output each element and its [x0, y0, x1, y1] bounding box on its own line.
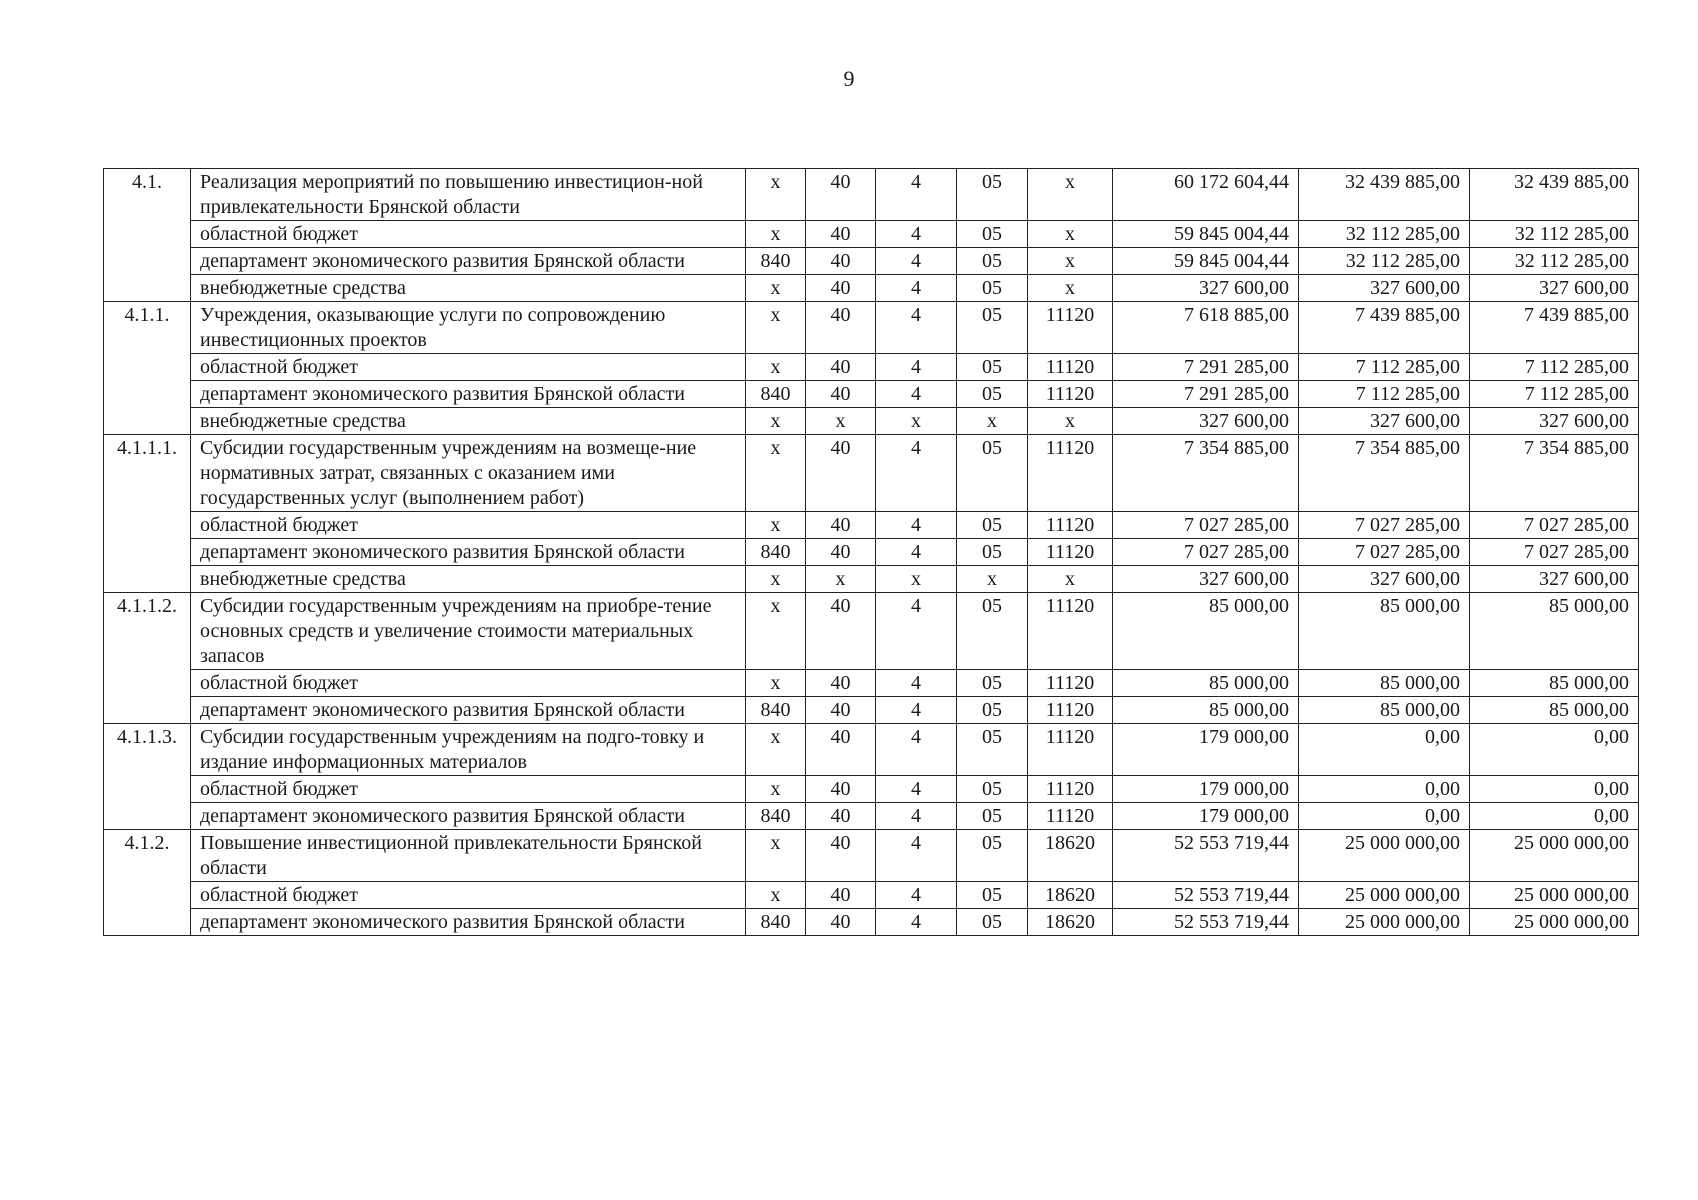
item-name: Учреждения, оказывающие услуги по сопровождению инвестиционных проектов: [191, 302, 746, 354]
code-grbs: х: [746, 221, 806, 248]
code-program: 40: [806, 909, 876, 936]
code-main-event: х: [957, 408, 1028, 435]
item-name: Субсидии государственным учреждениям на подго-товку и издание информационных материалов: [191, 724, 746, 776]
budget-table: [103, 168, 1639, 936]
amount-year-1: 179 000,00: [1113, 776, 1299, 803]
code-main-event: 05: [957, 776, 1028, 803]
item-name: департамент экономического развития Брянской области: [191, 539, 746, 566]
code-direction: 11120: [1028, 512, 1113, 539]
code-grbs: х: [746, 830, 806, 882]
code-grbs: х: [746, 593, 806, 670]
item-name: внебюджетные средства: [191, 275, 746, 302]
code-subprogram: 4: [876, 381, 957, 408]
amount-year-3: 0,00: [1470, 803, 1639, 830]
item-name: областной бюджет: [191, 882, 746, 909]
code-grbs: х: [746, 512, 806, 539]
code-direction: х: [1028, 275, 1113, 302]
amount-year-2: 0,00: [1299, 776, 1470, 803]
table-row-section: [104, 302, 1639, 354]
code-program: 40: [806, 221, 876, 248]
code-subprogram: 4: [876, 697, 957, 724]
row-number: [104, 803, 191, 830]
code-direction: 11120: [1028, 381, 1113, 408]
code-direction: х: [1028, 221, 1113, 248]
code-subprogram: х: [876, 566, 957, 593]
table-row-section: [104, 830, 1639, 882]
row-number: 4.1.: [104, 169, 191, 221]
code-direction: х: [1028, 566, 1113, 593]
code-main-event: 05: [957, 354, 1028, 381]
amount-year-2: 32 112 285,00: [1299, 248, 1470, 275]
code-subprogram: 4: [876, 354, 957, 381]
amount-year-2: 32 112 285,00: [1299, 221, 1470, 248]
code-subprogram: 4: [876, 909, 957, 936]
amount-year-1: 327 600,00: [1113, 566, 1299, 593]
code-program: 40: [806, 830, 876, 882]
code-direction: 11120: [1028, 670, 1113, 697]
amount-year-1: 327 600,00: [1113, 275, 1299, 302]
code-direction: 18620: [1028, 830, 1113, 882]
amount-year-2: 327 600,00: [1299, 275, 1470, 302]
code-direction: 11120: [1028, 539, 1113, 566]
code-grbs: 840: [746, 803, 806, 830]
table-row-section: [104, 435, 1639, 512]
item-name: департамент экономического развития Брянской области: [191, 803, 746, 830]
code-program: 40: [806, 539, 876, 566]
code-grbs: х: [746, 776, 806, 803]
code-grbs: 840: [746, 248, 806, 275]
amount-year-3: 85 000,00: [1470, 697, 1639, 724]
code-main-event: 05: [957, 803, 1028, 830]
table-row: [104, 248, 1639, 275]
table-row: [104, 776, 1639, 803]
code-subprogram: 4: [876, 670, 957, 697]
amount-year-1: 85 000,00: [1113, 593, 1299, 670]
amount-year-1: 7 354 885,00: [1113, 435, 1299, 512]
code-grbs: х: [746, 435, 806, 512]
amount-year-2: 327 600,00: [1299, 566, 1470, 593]
amount-year-1: 59 845 004,44: [1113, 221, 1299, 248]
code-subprogram: 4: [876, 435, 957, 512]
code-subprogram: 4: [876, 830, 957, 882]
amount-year-3: 0,00: [1470, 776, 1639, 803]
amount-year-1: 179 000,00: [1113, 803, 1299, 830]
amount-year-3: 7 439 885,00: [1470, 302, 1639, 354]
code-subprogram: 4: [876, 593, 957, 670]
code-program: 40: [806, 248, 876, 275]
row-number: [104, 697, 191, 724]
amount-year-3: 327 600,00: [1470, 275, 1639, 302]
amount-year-2: 25 000 000,00: [1299, 909, 1470, 936]
table-row-section: [104, 724, 1639, 776]
table-row: [104, 697, 1639, 724]
table-row-section: [104, 169, 1639, 221]
amount-year-1: 179 000,00: [1113, 724, 1299, 776]
table-row: [104, 909, 1639, 936]
item-name: областной бюджет: [191, 221, 746, 248]
amount-year-3: 7 027 285,00: [1470, 512, 1639, 539]
table-row: [104, 566, 1639, 593]
code-main-event: 05: [957, 539, 1028, 566]
table-row: [104, 221, 1639, 248]
amount-year-2: 0,00: [1299, 803, 1470, 830]
amount-year-3: 32 112 285,00: [1470, 221, 1639, 248]
amount-year-3: 85 000,00: [1470, 593, 1639, 670]
amount-year-3: 7 112 285,00: [1470, 381, 1639, 408]
row-number: [104, 909, 191, 936]
table-row-section: [104, 593, 1639, 670]
item-name: Субсидии государственным учреждениям на приобре-тение основных средств и увеличение стоимости материальных запасов: [191, 593, 746, 670]
amount-year-1: 52 553 719,44: [1113, 909, 1299, 936]
amount-year-2: 7 439 885,00: [1299, 302, 1470, 354]
code-program: 40: [806, 354, 876, 381]
row-number: [104, 776, 191, 803]
code-direction: 18620: [1028, 882, 1113, 909]
code-direction: 11120: [1028, 354, 1113, 381]
code-main-event: 05: [957, 302, 1028, 354]
code-direction: 11120: [1028, 776, 1113, 803]
row-number: 4.1.1.1.: [104, 435, 191, 512]
table-row: [104, 512, 1639, 539]
code-subprogram: 4: [876, 221, 957, 248]
code-program: 40: [806, 803, 876, 830]
row-number: [104, 248, 191, 275]
amount-year-1: 85 000,00: [1113, 670, 1299, 697]
code-grbs: 840: [746, 539, 806, 566]
amount-year-1: 327 600,00: [1113, 408, 1299, 435]
code-program: х: [806, 566, 876, 593]
code-main-event: 05: [957, 221, 1028, 248]
amount-year-1: 60 172 604,44: [1113, 169, 1299, 221]
code-main-event: 05: [957, 169, 1028, 221]
amount-year-1: 59 845 004,44: [1113, 248, 1299, 275]
row-number: 4.1.1.2.: [104, 593, 191, 670]
code-grbs: х: [746, 275, 806, 302]
code-main-event: 05: [957, 381, 1028, 408]
code-program: 40: [806, 302, 876, 354]
code-program: х: [806, 408, 876, 435]
row-number: 4.1.1.3.: [104, 724, 191, 776]
amount-year-2: 25 000 000,00: [1299, 882, 1470, 909]
code-direction: х: [1028, 169, 1113, 221]
item-name: департамент экономического развития Брянской области: [191, 248, 746, 275]
amount-year-1: 85 000,00: [1113, 697, 1299, 724]
code-grbs: х: [746, 354, 806, 381]
item-name: департамент экономического развития Брянской области: [191, 909, 746, 936]
code-direction: 18620: [1028, 909, 1113, 936]
amount-year-3: 327 600,00: [1470, 408, 1639, 435]
code-grbs: х: [746, 408, 806, 435]
code-subprogram: 4: [876, 776, 957, 803]
code-subprogram: 4: [876, 724, 957, 776]
code-main-event: 05: [957, 593, 1028, 670]
code-program: 40: [806, 697, 876, 724]
item-name: областной бюджет: [191, 512, 746, 539]
table-row: [104, 882, 1639, 909]
code-main-event: 05: [957, 670, 1028, 697]
code-subprogram: х: [876, 408, 957, 435]
amount-year-3: 7 112 285,00: [1470, 354, 1639, 381]
amount-year-2: 0,00: [1299, 724, 1470, 776]
row-number: [104, 354, 191, 381]
code-main-event: 05: [957, 882, 1028, 909]
code-grbs: х: [746, 882, 806, 909]
amount-year-3: 7 354 885,00: [1470, 435, 1639, 512]
row-number: [104, 670, 191, 697]
table-row: [104, 381, 1639, 408]
code-direction: х: [1028, 248, 1113, 275]
code-grbs: х: [746, 566, 806, 593]
code-main-event: х: [957, 566, 1028, 593]
amount-year-3: 32 112 285,00: [1470, 248, 1639, 275]
table-row: [104, 670, 1639, 697]
amount-year-1: 7 027 285,00: [1113, 539, 1299, 566]
code-subprogram: 4: [876, 275, 957, 302]
code-program: 40: [806, 724, 876, 776]
code-grbs: х: [746, 670, 806, 697]
code-grbs: 840: [746, 697, 806, 724]
code-program: 40: [806, 670, 876, 697]
item-name: внебюджетные средства: [191, 566, 746, 593]
amount-year-2: 85 000,00: [1299, 697, 1470, 724]
amount-year-3: 7 027 285,00: [1470, 539, 1639, 566]
code-program: 40: [806, 776, 876, 803]
code-main-event: 05: [957, 909, 1028, 936]
code-program: 40: [806, 435, 876, 512]
amount-year-3: 25 000 000,00: [1470, 882, 1639, 909]
row-number: [104, 221, 191, 248]
row-number: [104, 539, 191, 566]
code-program: 40: [806, 512, 876, 539]
code-grbs: х: [746, 302, 806, 354]
table-row: [104, 539, 1639, 566]
item-name: Реализация мероприятий по повышению инвестицион-ной привлекательности Брянской области: [191, 169, 746, 221]
amount-year-2: 85 000,00: [1299, 593, 1470, 670]
code-grbs: х: [746, 724, 806, 776]
code-direction: х: [1028, 408, 1113, 435]
code-program: 40: [806, 169, 876, 221]
code-program: 40: [806, 593, 876, 670]
code-main-event: 05: [957, 724, 1028, 776]
code-subprogram: 4: [876, 803, 957, 830]
code-direction: 11120: [1028, 697, 1113, 724]
amount-year-2: 25 000 000,00: [1299, 830, 1470, 882]
code-main-event: 05: [957, 435, 1028, 512]
code-subprogram: 4: [876, 882, 957, 909]
table-row: [104, 803, 1639, 830]
amount-year-3: 327 600,00: [1470, 566, 1639, 593]
amount-year-3: 85 000,00: [1470, 670, 1639, 697]
code-main-event: 05: [957, 275, 1028, 302]
amount-year-1: 7 618 885,00: [1113, 302, 1299, 354]
code-subprogram: 4: [876, 248, 957, 275]
amount-year-1: 7 027 285,00: [1113, 512, 1299, 539]
code-direction: 11120: [1028, 435, 1113, 512]
amount-year-1: 7 291 285,00: [1113, 381, 1299, 408]
code-main-event: 05: [957, 248, 1028, 275]
code-program: 40: [806, 381, 876, 408]
code-direction: 11120: [1028, 593, 1113, 670]
table-row: [104, 275, 1639, 302]
code-grbs: х: [746, 169, 806, 221]
amount-year-1: 52 553 719,44: [1113, 830, 1299, 882]
item-name: областной бюджет: [191, 776, 746, 803]
code-subprogram: 4: [876, 539, 957, 566]
amount-year-3: 25 000 000,00: [1470, 909, 1639, 936]
amount-year-2: 7 112 285,00: [1299, 381, 1470, 408]
code-subprogram: 4: [876, 302, 957, 354]
amount-year-2: 7 112 285,00: [1299, 354, 1470, 381]
amount-year-1: 7 291 285,00: [1113, 354, 1299, 381]
item-name: областной бюджет: [191, 354, 746, 381]
code-direction: 11120: [1028, 724, 1113, 776]
row-number: [104, 882, 191, 909]
amount-year-2: 7 027 285,00: [1299, 512, 1470, 539]
amount-year-2: 7 027 285,00: [1299, 539, 1470, 566]
item-name: Повышение инвестиционной привлекательности Брянской области: [191, 830, 746, 882]
code-grbs: 840: [746, 909, 806, 936]
item-name: областной бюджет: [191, 670, 746, 697]
row-number: [104, 512, 191, 539]
code-main-event: 05: [957, 512, 1028, 539]
amount-year-2: 327 600,00: [1299, 408, 1470, 435]
code-direction: 11120: [1028, 803, 1113, 830]
row-number: [104, 381, 191, 408]
code-program: 40: [806, 275, 876, 302]
table-row: [104, 354, 1639, 381]
row-number: [104, 275, 191, 302]
row-number: [104, 566, 191, 593]
row-number: 4.1.2.: [104, 830, 191, 882]
item-name: департамент экономического развития Брянской области: [191, 697, 746, 724]
row-number: [104, 408, 191, 435]
amount-year-2: 32 439 885,00: [1299, 169, 1470, 221]
code-grbs: 840: [746, 381, 806, 408]
amount-year-1: 52 553 719,44: [1113, 882, 1299, 909]
amount-year-2: 7 354 885,00: [1299, 435, 1470, 512]
table-row: [104, 408, 1639, 435]
item-name: внебюджетные средства: [191, 408, 746, 435]
code-subprogram: 4: [876, 512, 957, 539]
page-number: 9: [843, 66, 855, 91]
code-program: 40: [806, 882, 876, 909]
row-number: 4.1.1.: [104, 302, 191, 354]
code-main-event: 05: [957, 830, 1028, 882]
item-name: департамент экономического развития Брянской области: [191, 381, 746, 408]
code-main-event: 05: [957, 697, 1028, 724]
amount-year-3: 32 439 885,00: [1470, 169, 1639, 221]
code-direction: 11120: [1028, 302, 1113, 354]
item-name: Субсидии государственным учреждениям на возмеще-ние нормативных затрат, связанных с оказанием ими государственных услуг (выполнением работ): [191, 435, 746, 512]
amount-year-2: 85 000,00: [1299, 670, 1470, 697]
code-subprogram: 4: [876, 169, 957, 221]
amount-year-3: 0,00: [1470, 724, 1639, 776]
amount-year-3: 25 000 000,00: [1470, 830, 1639, 882]
